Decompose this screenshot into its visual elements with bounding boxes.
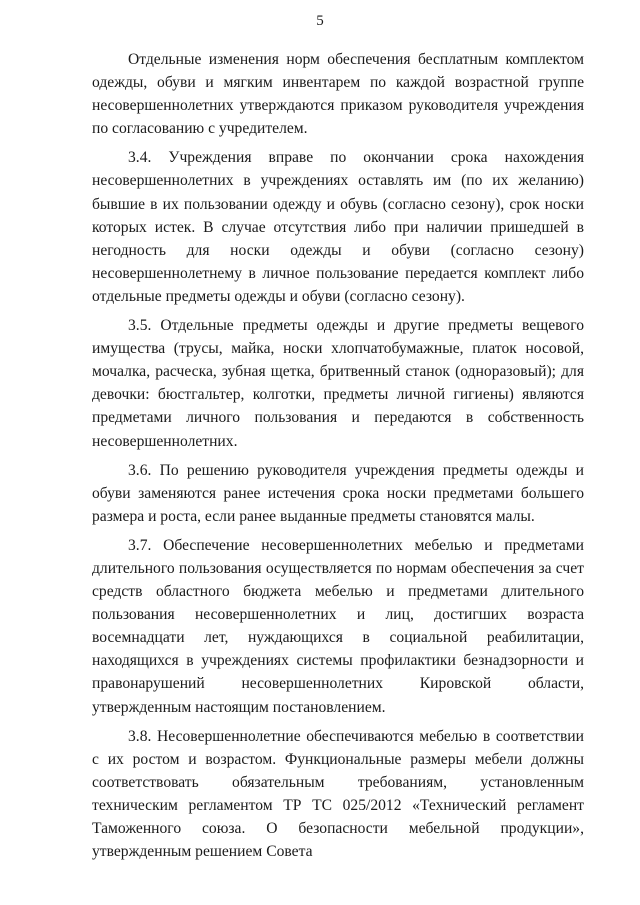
paragraph-3-7: 3.7. Обеспечение несовершеннолетних мебелью и предметами длительного пользования осуществляется по нормам обеспечения за счет средств областного бюджета мебелью и предметами длительного пользования несовершеннолетних и лиц, достигших возраста восемнадцати лет, нуждающихся в социальной реабилитации, находящихся в учреждениях системы профилактики безнадзорности и правонарушений несовершеннолетних Кировской области, утвержденным настоящим постановлением. <box>92 536 584 716</box>
page-number: 5 <box>316 13 324 29</box>
paragraph-norms-changes: Отдельные изменения норм обеспечения бесплатным комплектом одежды, обуви и мягким инвентарем по каждой возрастной группе несовершеннолетних утверждаются приказом руководителя учреждения по согласованию с учредителем. <box>92 51 584 138</box>
document-body <box>92 48 584 869</box>
paragraph-3-8: 3.8. Несовершеннолетние обеспечиваются мебелью в соответствии с их ростом и возрастом. Функциональные размеры мебели должны соответствовать обязательным требованиям, установленным техническим регламентом ТР ТС 025/2012 «Технический регламент Таможенного союза. О безопасности мебельной продукции», утвержденным решением Совета <box>92 727 584 861</box>
paragraph-3-4: 3.4. Учреждения вправе по окончании срока нахождения несовершеннолетних в учреждениях оставлять им (по их желанию) бывшие в их пользовании одежду и обувь (согласно сезону), срок носки которых истек. В случае отсутствия либо при наличии пришедшей в негодность для носки одежды и обуви (согласно сезону) несовершеннолетнему в личное пользование передается комплект либо отдельные предметы одежды и обуви (согласно сезону). <box>92 149 584 305</box>
paragraph-3-6: 3.6. По решению руководителя учреждения предметы одежды и обуви заменяются ранее истечения срока носки предметами большего размера и роста, если ранее выданные предметы становятся малы. <box>92 461 584 525</box>
paragraph-3-5: 3.5. Отдельные предметы одежды и другие предметы вещевого имущества (трусы, майка, носки хлопчатобумажные, платок носовой, мочалка, расческа, зубная щетка, бритвенный станок (одноразовый); для девочки: бюстгальтер, колготки, предметы личной гигиены) являются предметами личного пользования и передаются в собственность несовершеннолетних. <box>92 317 584 450</box>
